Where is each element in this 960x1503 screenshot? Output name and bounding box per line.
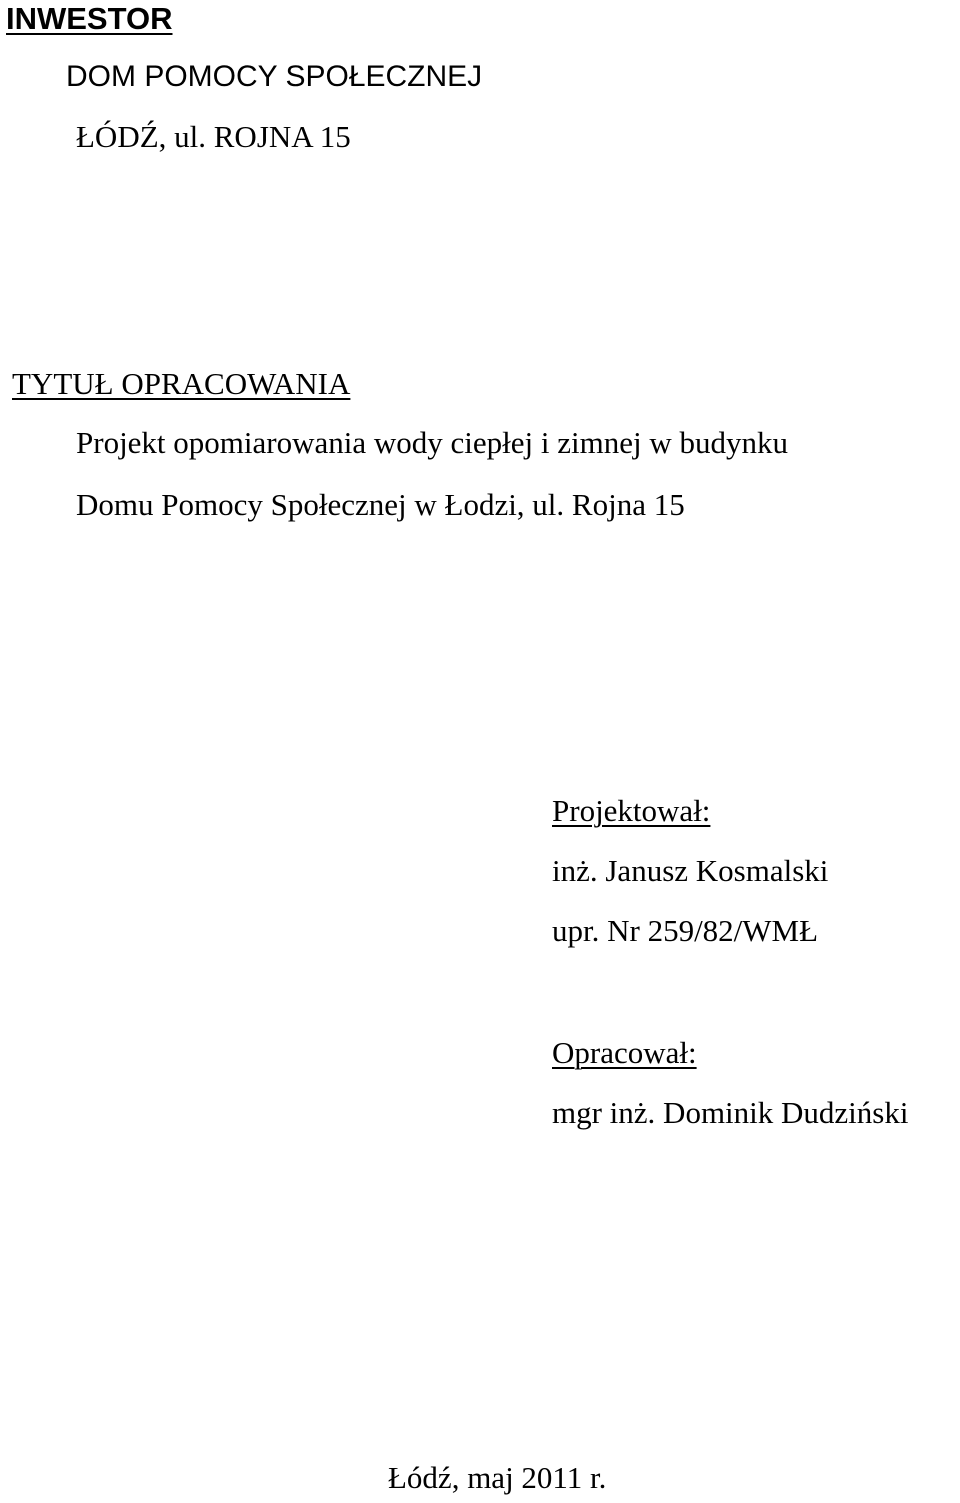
place-date: Łódź, maj 2011 r. — [388, 1460, 607, 1495]
prepared-by-label: Opracował: — [552, 1035, 697, 1070]
title-heading: TYTUŁ OPRACOWANIA — [12, 366, 351, 401]
investor-name: DOM POMOCY SPOŁECZNEJ — [66, 60, 483, 93]
title-line-2: Domu Pomocy Społecznej w Łodzi, ul. Rojna 15 — [76, 487, 685, 522]
investor-address: ŁÓDŹ, ul. ROJNA 15 — [76, 119, 351, 154]
prepared-by-name: mgr inż. Dominik Dudziński — [552, 1095, 909, 1130]
investor-heading: INWESTOR — [6, 1, 173, 36]
designer-label: Projektował: — [552, 793, 711, 828]
designer-name: inż. Janusz Kosmalski — [552, 853, 829, 888]
designer-license: upr. Nr 259/82/WMŁ — [552, 913, 819, 948]
title-line-1: Projekt opomiarowania wody ciepłej i zimnej w budynku — [76, 425, 788, 460]
